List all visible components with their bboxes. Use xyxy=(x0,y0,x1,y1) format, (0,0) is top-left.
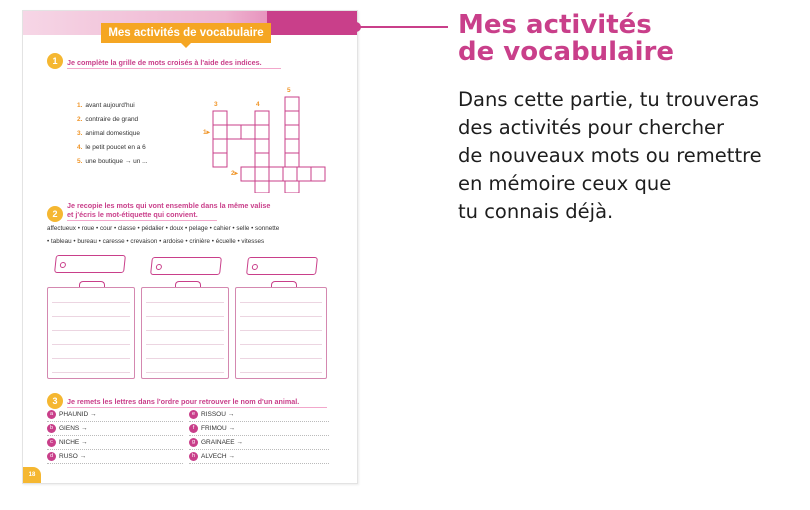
callout-description xyxy=(458,86,803,226)
anagram-item: a PHAUNID → xyxy=(47,410,97,419)
callout-line-1: Dans cette partie, tu trouveras xyxy=(458,88,760,111)
page-header-band-dark xyxy=(267,11,357,35)
clue-item: 2. contraire de grand xyxy=(77,116,139,123)
grid-number-3: 3 xyxy=(214,101,218,108)
crossword-grid[interactable] xyxy=(199,73,329,193)
label-tag-3[interactable] xyxy=(246,257,318,275)
page-title: Mes activités de vocabulaire xyxy=(101,23,271,43)
suitcase-box-3[interactable] xyxy=(235,287,327,379)
exercise-2-instruction-line2: et j'écris le mot-étiquette qui convient. xyxy=(67,210,198,219)
callout-title: Mes activités de vocabulaire xyxy=(458,10,675,67)
anagram-item: g GRAINAEE → xyxy=(189,438,243,447)
callout-line-4: en mémoire ceux que xyxy=(458,172,672,195)
answer-line[interactable] xyxy=(189,449,329,450)
exercise-1-instruction: Je complète la grille de mots croisés à l'aide des indices. xyxy=(67,58,262,67)
clue-item: 1. avant aujourd'hui xyxy=(77,102,135,109)
callout-line-5: tu connais déjà. xyxy=(458,200,614,223)
grid-number-4: 4 xyxy=(256,101,260,108)
anagram-item: f FRIMOU → xyxy=(189,424,235,433)
exercise-3-instruction: Je remets les lettres dans l'ordre pour retrouver le nom d'un animal. xyxy=(67,397,300,406)
grid-number-2: 2▸ xyxy=(231,170,238,177)
answer-line[interactable] xyxy=(189,463,329,464)
workbook-page xyxy=(22,10,358,484)
exercise-1-badge: 1 xyxy=(47,53,63,69)
grid-number-5: 5 xyxy=(287,87,291,94)
exercise-2-underline xyxy=(67,220,217,221)
exercise-3-badge: 3 xyxy=(47,393,63,409)
label-tag-2[interactable] xyxy=(150,257,222,275)
clue-item: 5. une boutique → un ... xyxy=(77,158,148,165)
exercise-2-instruction-line1: Je recopie les mots qui vont ensemble dans la même valise xyxy=(67,201,271,210)
answer-line[interactable] xyxy=(47,449,183,450)
callout-line-3: de nouveaux mots ou remettre xyxy=(458,144,762,167)
answer-line[interactable] xyxy=(47,435,183,436)
page-number: 18 xyxy=(23,467,41,483)
exercise-2-badge: 2 xyxy=(47,206,63,222)
answer-line[interactable] xyxy=(189,421,329,422)
anagram-item: h ALVECH → xyxy=(189,452,235,461)
word-list-line1: affectueux • roue • cour • classe • pédalier • doux • pelage • cahier • selle • sonnette xyxy=(47,225,280,232)
clue-item: 4. le petit poucet en a 6 xyxy=(77,144,146,151)
exercise-1-underline xyxy=(67,68,281,69)
anagram-item: e RISSOU → xyxy=(189,410,234,419)
anagram-item: d RUSO → xyxy=(47,452,86,461)
suitcase-box-2[interactable] xyxy=(141,287,229,379)
word-list-line2: • tableau • bureau • caresse • crevaison • ardoise • crinière • écuelle • vitesses xyxy=(47,238,265,245)
exercise-3-underline xyxy=(67,407,327,408)
label-tag-1[interactable] xyxy=(54,255,126,273)
answer-line[interactable] xyxy=(189,435,329,436)
answer-line[interactable] xyxy=(47,463,183,464)
answer-line[interactable] xyxy=(47,421,183,422)
callout-line-2: des activités pour chercher xyxy=(458,116,725,139)
callout-line xyxy=(356,26,448,28)
anagram-item: b GIENS → xyxy=(47,424,88,433)
grid-number-1: 1▸ xyxy=(203,129,210,136)
suitcase-box-1[interactable] xyxy=(47,287,135,379)
clue-item: 3. animal domestique xyxy=(77,130,140,137)
crossword-clues xyxy=(77,99,148,169)
anagram-item: c NICHE → xyxy=(47,438,88,447)
